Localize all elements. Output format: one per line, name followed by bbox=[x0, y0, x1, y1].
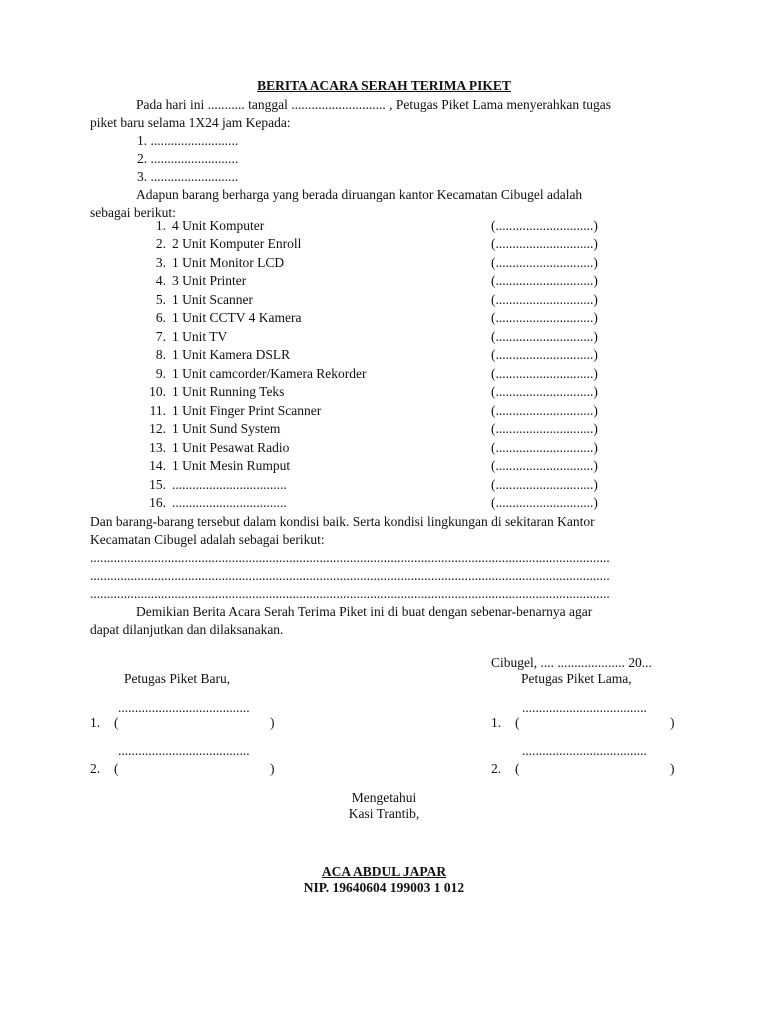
list-item: 4. 3 Unit Printer bbox=[155, 273, 247, 288]
left-sig-number-2: 2. bbox=[90, 761, 101, 776]
condition-line-1: Dan barang-barang tersebut dalam kondisi baik. Serta kondisi lingkungan di sekitaran Kantor bbox=[90, 514, 595, 529]
list-item: 12. 1 Unit Sund System bbox=[149, 421, 281, 436]
list-item: 3. 1 Unit Monitor LCD bbox=[155, 255, 285, 270]
item-check: (.............................) bbox=[491, 347, 598, 362]
acknowledge-role: Kasi Trantib, bbox=[348, 806, 420, 821]
paragraph2-line-2: sebagai berikut: bbox=[90, 205, 176, 220]
list-item: 2. 2 Unit Komputer Enroll bbox=[155, 236, 302, 251]
item-check: (.............................) bbox=[491, 273, 598, 288]
right-sig-dots-2: ..................................... bbox=[522, 743, 647, 758]
item-check: (.............................) bbox=[491, 440, 598, 455]
official-nip: NIP. 19640604 199003 1 012 bbox=[303, 880, 465, 895]
left-sig-paren-close-2: ) bbox=[270, 761, 275, 776]
list-item: 6. 1 Unit CCTV 4 Kamera bbox=[155, 310, 302, 325]
assignee-1: 1. .......................... bbox=[137, 133, 239, 148]
official-name: ACA ABDUL JAPAR bbox=[321, 864, 447, 879]
list-item: 16. .................................. bbox=[149, 495, 287, 510]
right-sig-number-1: 1. bbox=[491, 715, 502, 730]
right-sig-paren-open-1: ( bbox=[515, 715, 520, 730]
blank-line-3: .......................................................................................................................................................... bbox=[90, 586, 610, 601]
item-check: (.............................) bbox=[491, 255, 598, 270]
item-check: (.............................) bbox=[491, 495, 598, 510]
intro-line-1: Pada hari ini ........... tanggal ............................ , Petugas Piket Lama menyerahkan tugas bbox=[136, 97, 612, 112]
place-date: Cibugel, .... .................... 20... bbox=[491, 655, 652, 670]
item-check: (.............................) bbox=[491, 458, 598, 473]
assignee-2: 2. .......................... bbox=[137, 151, 239, 166]
item-check: (.............................) bbox=[491, 310, 598, 325]
condition-line-2: Kecamatan Cibugel adalah sebagai berikut: bbox=[90, 532, 325, 547]
right-sig-dots-1: ..................................... bbox=[522, 700, 647, 715]
paragraph2-line-1: Adapun barang berharga yang berada diruangan kantor Kecamatan Cibugel adalah bbox=[136, 187, 583, 202]
list-item: 1. 4 Unit Komputer bbox=[155, 218, 265, 233]
list-item: 13. 1 Unit Pesawat Radio bbox=[149, 440, 290, 455]
right-sig-paren-open-2: ( bbox=[515, 761, 520, 776]
list-item: 11. 1 Unit Finger Print Scanner bbox=[149, 403, 322, 418]
left-sig-dots-1: ....................................... bbox=[118, 700, 250, 715]
closing-line-1: Demikian Berita Acara Serah Terima Piket ini di buat dengan sebenar-benarnya agar bbox=[136, 604, 593, 619]
right-signer-heading: Petugas Piket Lama, bbox=[521, 671, 632, 686]
left-sig-paren-open-1: ( bbox=[114, 715, 119, 730]
left-sig-dots-2: ....................................... bbox=[118, 743, 250, 758]
item-check: (.............................) bbox=[491, 236, 598, 251]
item-check: (.............................) bbox=[491, 218, 598, 233]
left-sig-paren-close-1: ) bbox=[270, 715, 275, 730]
list-item: 15. .................................. bbox=[149, 477, 287, 492]
list-item: 8. 1 Unit Kamera DSLR bbox=[155, 347, 291, 362]
list-item: 14. 1 Unit Mesin Rumput bbox=[149, 458, 291, 473]
list-item: 10. 1 Unit Running Teks bbox=[149, 384, 285, 399]
item-check: (.............................) bbox=[491, 329, 598, 344]
item-check: (.............................) bbox=[491, 292, 598, 307]
document-title: BERITA ACARA SERAH TERIMA PIKET bbox=[257, 78, 511, 93]
blank-line-2: .......................................................................................................................................................... bbox=[90, 568, 610, 583]
intro-line-2: piket baru selama 1X24 jam Kepada: bbox=[90, 115, 291, 130]
item-check: (.............................) bbox=[491, 403, 598, 418]
item-check: (.............................) bbox=[491, 384, 598, 399]
list-item: 9. 1 Unit camcorder/Kamera Rekorder bbox=[155, 366, 367, 381]
item-check: (.............................) bbox=[491, 421, 598, 436]
left-signer-heading: Petugas Piket Baru, bbox=[124, 671, 231, 686]
right-sig-paren-close-2: ) bbox=[670, 761, 675, 776]
item-check: (.............................) bbox=[491, 366, 598, 381]
right-sig-number-2: 2. bbox=[491, 761, 502, 776]
list-item: 7. 1 Unit TV bbox=[155, 329, 228, 344]
closing-line-2: dapat dilanjutkan dan dilaksanakan. bbox=[90, 622, 284, 637]
right-sig-paren-close-1: ) bbox=[670, 715, 675, 730]
acknowledge-label: Mengetahui bbox=[351, 790, 417, 805]
item-check: (.............................) bbox=[491, 477, 598, 492]
assignee-3: 3. .......................... bbox=[137, 169, 239, 184]
left-sig-number-1: 1. bbox=[90, 715, 101, 730]
left-sig-paren-open-2: ( bbox=[114, 761, 119, 776]
blank-line-1: .......................................................................................................................................................... bbox=[90, 550, 610, 565]
list-item: 5. 1 Unit Scanner bbox=[155, 292, 253, 307]
